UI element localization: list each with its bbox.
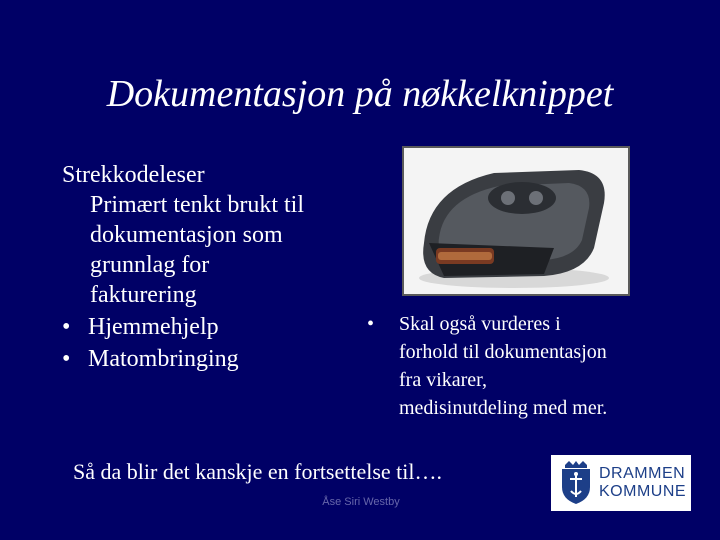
bullet-line: Skal også vurderes i [399,313,561,335]
sub-line: fakturering [90,282,197,308]
right-content [367,308,687,422]
closing-text: Så da blir det kanskje en fortsettelse til…. [73,459,443,484]
sub-line: grunnlag for [90,252,210,278]
bullet-line: forhold til dokumentasjon [399,341,607,363]
bullet-line: fra vikarer, [399,369,488,391]
drammen-crest-icon [559,461,593,505]
sub-line: dokumentasjon som [90,222,283,248]
bullet-glyph: • [367,313,375,335]
bullet-item [62,312,362,342]
barcode-scanner-photo [402,146,630,296]
bullet-text-block [399,310,607,422]
drammen-kommune-logo [551,455,691,511]
bullet-text: Matombringing [88,346,239,372]
sub-line: Primært tenkt brukt til [90,192,304,218]
bullet-text: Hjemmehjelp [88,314,219,340]
heading-strekkodeleser: Strekkodeleser [62,162,205,188]
logo-line-2: KOMMUNE [599,483,687,500]
author-name: Åse Siri Westby [322,496,400,508]
bullet-item [367,310,687,422]
bullet-glyph: • [62,346,71,372]
left-content [62,160,362,374]
bullet-item [62,344,362,374]
scanner-illustration [404,148,628,294]
bullet-line: medisinutdeling med mer. [399,397,608,419]
bullet-glyph: • [62,314,71,340]
slide-title: Dokumentasjon på nøkkelknippet [106,73,614,115]
sub-description [90,190,362,310]
logo-line-1: DRAMMEN [599,465,686,482]
logo-text [599,465,686,501]
